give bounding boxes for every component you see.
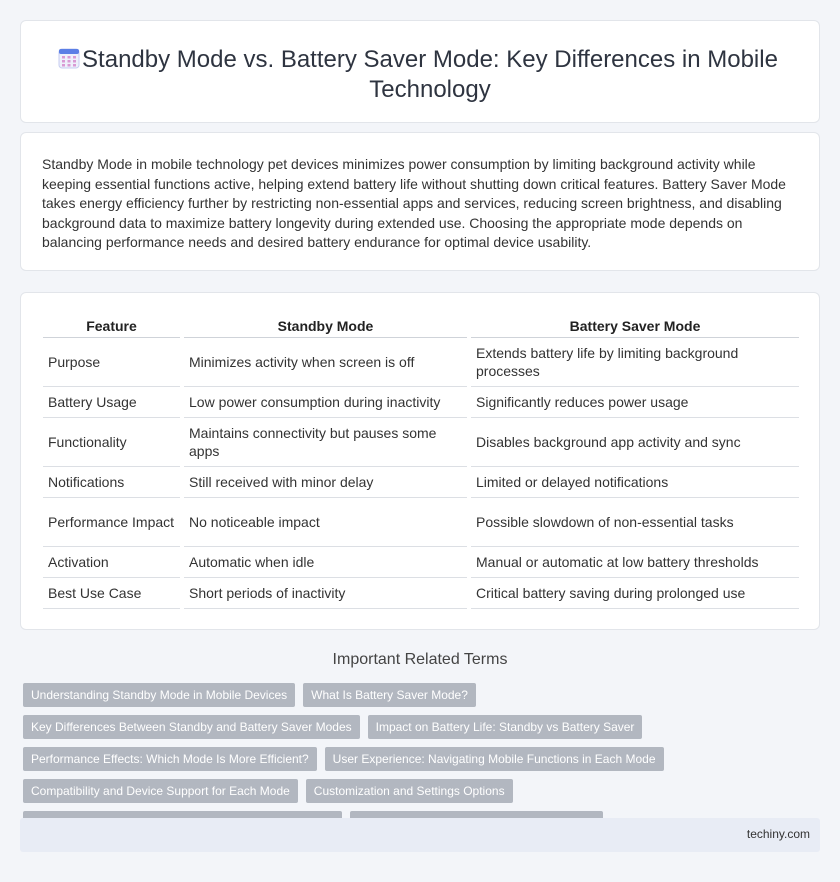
table-row <box>43 466 799 497</box>
cell-battery-saver: Significantly reduces power usage <box>469 386 799 417</box>
related-term-link[interactable]: Compatibility and Device Support for Each Mode <box>23 779 298 803</box>
cell-battery-saver: Extends battery life by limiting background processes <box>469 337 799 386</box>
cell-feature: Battery Usage <box>43 386 182 417</box>
table-row <box>43 386 799 417</box>
title-card <box>20 20 820 123</box>
header-battery-saver: Battery Saver Mode <box>469 315 799 337</box>
page-title: Standby Mode vs. Battery Saver Mode: Key Differences in Mobile Technology <box>82 46 778 103</box>
table-row <box>43 337 799 386</box>
cell-standby: Automatic when idle <box>182 546 469 577</box>
related-term-link[interactable]: Performance Effects: Which Mode Is More Efficient? <box>23 747 317 771</box>
cell-feature: Performance Impact <box>43 497 182 546</box>
cell-standby: Low power consumption during inactivity <box>182 386 469 417</box>
cell-standby: Still received with minor delay <box>182 466 469 497</box>
cell-feature: Activation <box>43 546 182 577</box>
footer-site[interactable]: techiny.com <box>746 827 810 841</box>
table-row <box>43 546 799 577</box>
comparison-card <box>20 292 820 630</box>
related-term-link[interactable]: Impact on Battery Life: Standby vs Battery Saver <box>368 715 643 739</box>
table-header-row <box>43 315 799 337</box>
intro-paragraph: Standby Mode in mobile technology pet devices minimizes power consumption by limiting background activity while keeping essential functions active, helping extend battery life without shutting down critical features. Battery Saver Mode takes energy efficiency further by restricting non-essential apps and services, reducing screen brightness, and disabling background data to maximize battery longevity during extended use. Choosing the appropriate mode depends on balancing performance needs and desired battery endurance for optimal device usability. <box>42 156 786 251</box>
header-feature: Feature <box>43 315 182 337</box>
cell-battery-saver: Limited or delayed notifications <box>469 466 799 497</box>
footer <box>20 818 820 852</box>
cell-standby: Short periods of inactivity <box>182 577 469 608</box>
related-term-link[interactable]: Understanding Standby Mode in Mobile Devices <box>23 683 295 707</box>
related-term-link[interactable]: Key Differences Between Standby and Battery Saver Modes <box>23 715 360 739</box>
cell-battery-saver: Critical battery saving during prolonged use <box>469 577 799 608</box>
cell-standby: Minimizes activity when screen is off <box>182 337 469 386</box>
cell-battery-saver: Manual or automatic at low battery thresholds <box>469 546 799 577</box>
related-term-link[interactable]: User Experience: Navigating Mobile Functions in Each Mode <box>325 747 664 771</box>
cell-battery-saver: Disables background app activity and sync <box>469 417 799 466</box>
header-standby: Standby Mode <box>182 315 469 337</box>
cell-battery-saver: Possible slowdown of non-essential tasks <box>469 497 799 546</box>
table-row <box>43 417 799 466</box>
related-term-link[interactable]: Customization and Settings Options <box>306 779 513 803</box>
cell-feature: Functionality <box>43 417 182 466</box>
cell-feature: Purpose <box>43 337 182 386</box>
intro-card <box>20 132 820 271</box>
cell-standby: No noticeable impact <box>182 497 469 546</box>
cell-feature: Best Use Case <box>43 577 182 608</box>
comparison-table <box>43 315 799 609</box>
related-terms-list <box>23 683 819 835</box>
cell-feature: Notifications <box>43 466 182 497</box>
table-row <box>43 497 799 546</box>
table-row <box>43 577 799 608</box>
cell-standby: Maintains connectivity but pauses some apps <box>182 417 469 466</box>
related-term-link[interactable]: What Is Battery Saver Mode? <box>303 683 476 707</box>
related-terms-title: Important Related Terms <box>332 651 508 668</box>
